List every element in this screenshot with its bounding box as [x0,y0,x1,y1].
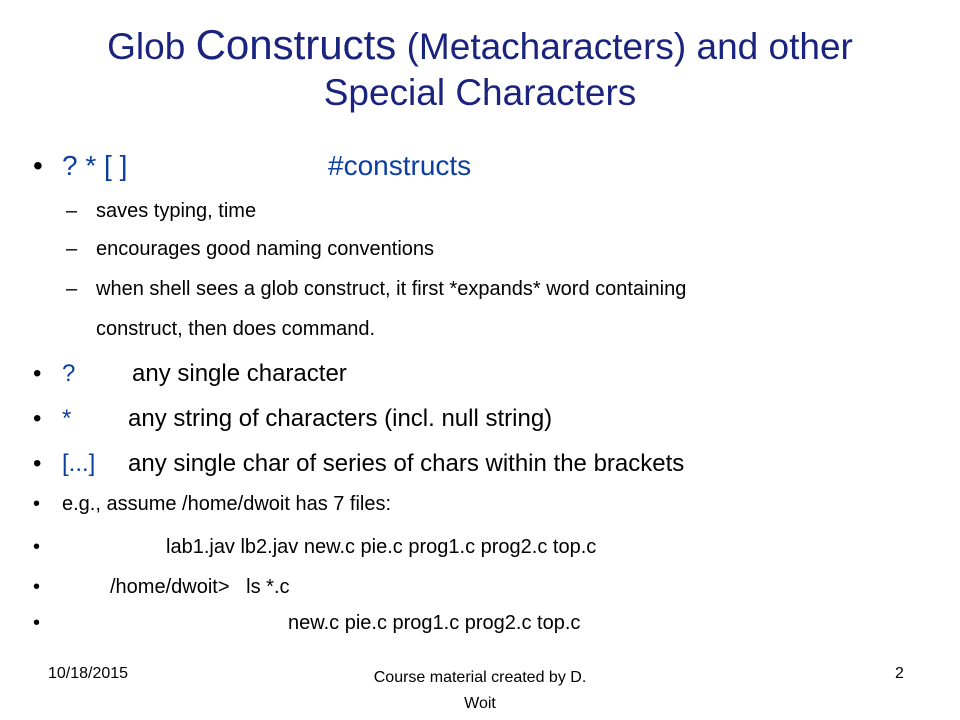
slide-title [0,22,960,116]
dash-marker: – [66,278,78,300]
example-result: new.c pie.c prog1.c prog2.c top.c [288,612,581,634]
dash-marker: – [66,238,78,260]
title-part1: Glob [107,26,196,67]
bullet-marker: • [33,493,41,515]
bullet-marker: • [33,405,42,432]
dash-marker: – [66,200,78,222]
sub-item-naming: encourages good naming conventions [96,238,435,260]
example-intro: e.g., assume /home/dwoit has 7 files: [62,493,392,515]
sub-item-expands: when shell sees a glob construct, it first *expands* word containing [96,278,687,300]
constructs-symbols: ? * [ ] [62,150,128,181]
title-line2: Special Characters [323,72,637,113]
q-desc: any single character [132,360,347,387]
example-command: /home/dwoit> ls *.c [110,576,290,598]
bullet-marker: • [33,612,41,634]
bullet-marker: • [33,450,42,477]
bullet-marker: • [33,576,41,598]
constructs-label: #constructs [328,150,472,181]
title-part3: (Metacharacters) and other [396,26,853,67]
footer-credit-line1: Course material created by D. [373,669,587,686]
footer-date: 10/18/2015 [48,665,129,682]
title-part2: Constructs [195,21,397,68]
sub-item-saves-typing: saves typing, time [96,200,257,222]
brackets-desc: any single char of series of chars within the brackets [128,450,685,477]
star-desc: any string of characters (incl. null string) [128,405,553,432]
bullet-marker: • [33,360,42,387]
star-symbol: * [62,405,72,432]
bullet-marker: • [33,150,43,181]
example-files: lab1.jav lb2.jav new.c pie.c prog1.c prog2.c top.c [166,536,597,558]
sub-item-expands-cont: construct, then does command. [96,318,376,340]
page-number: 2 [895,665,904,682]
footer-credit [330,665,630,717]
bullet-marker: • [33,536,41,558]
brackets-symbol: [...] [62,450,96,477]
footer-credit-line2: Woit [464,695,496,712]
q-symbol: ? [62,360,76,387]
